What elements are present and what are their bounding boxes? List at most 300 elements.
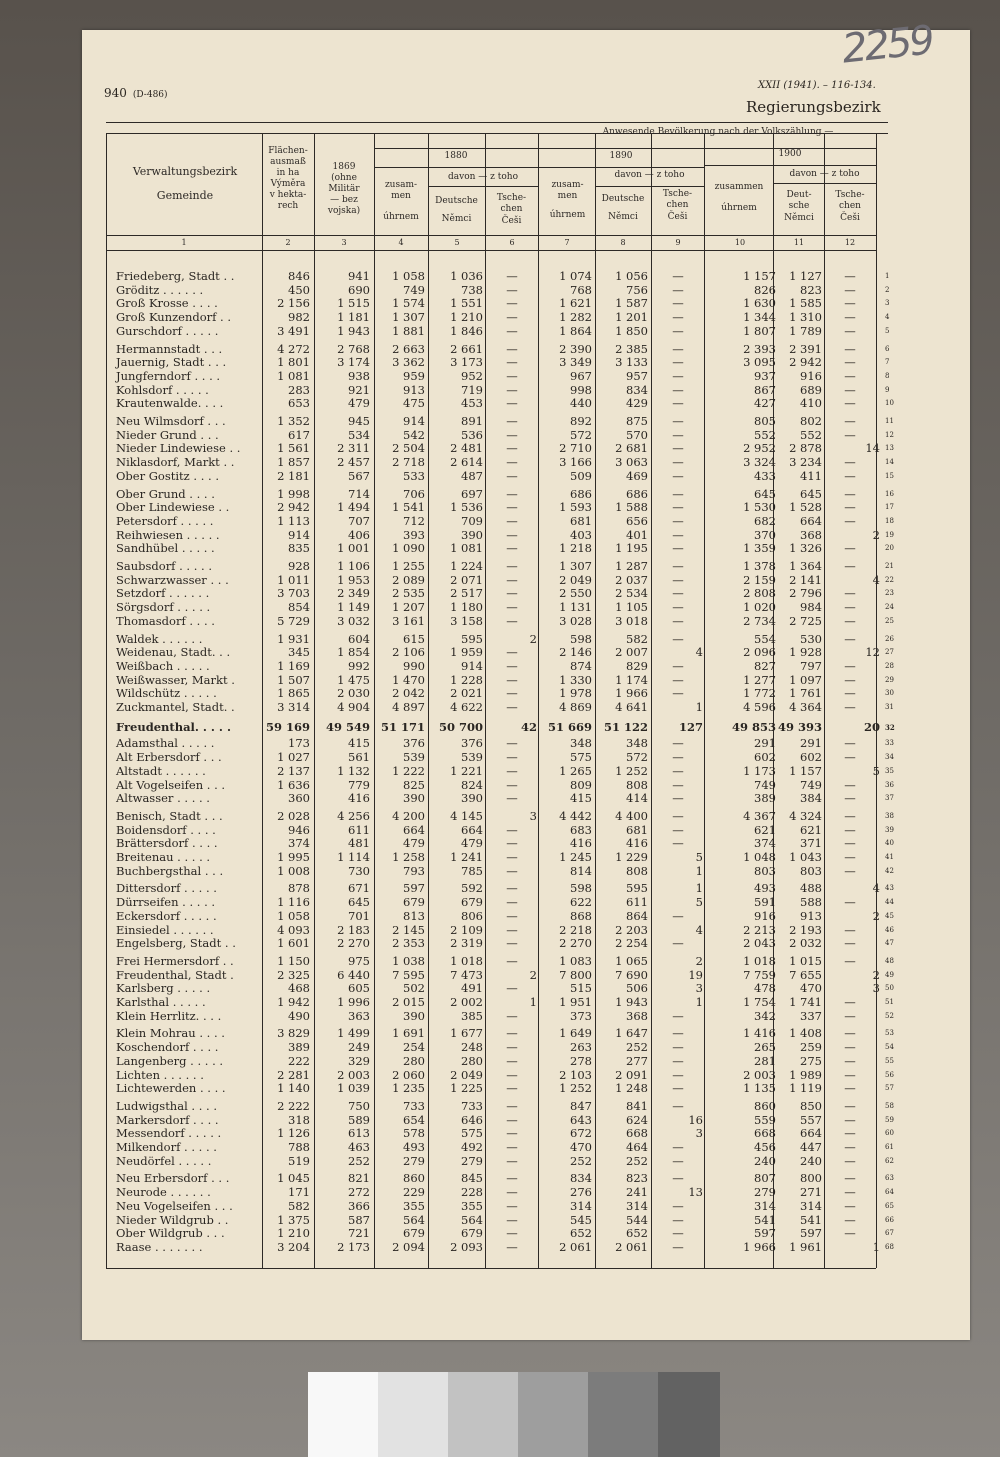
cell-value: 2 094	[392, 1239, 425, 1254]
row-number: 51	[885, 998, 894, 1006]
row-number: 53	[885, 1029, 894, 1038]
cell-value: 1 020	[743, 600, 776, 615]
cell-dash: —	[672, 736, 684, 751]
cell-value: 2 030	[337, 686, 370, 701]
municipality-name: Eckersdorf . . . . .	[116, 908, 217, 923]
cell-dash: —	[844, 310, 856, 325]
municipality-name: Ober Grund . . . .	[116, 486, 215, 501]
cell-value: 373	[570, 1008, 592, 1023]
row-number: 59	[885, 1115, 894, 1124]
cell-value: 1	[695, 881, 703, 896]
cell-value: 945	[348, 414, 370, 428]
cell-value: 605	[348, 981, 370, 996]
table-row	[0, 1141, 1000, 1154]
cell-value: 337	[800, 1008, 822, 1023]
table-row	[0, 1100, 1000, 1113]
cell-value: 259	[800, 1040, 822, 1055]
cell-value: 49 853	[731, 719, 776, 734]
cell-value: 1 018	[743, 953, 776, 968]
cell-value: 803	[800, 863, 822, 878]
cell-dash: —	[506, 600, 518, 615]
cell-value: 597	[403, 881, 425, 896]
cell-value: 2 213	[743, 922, 776, 937]
cell-value: 1 691	[392, 1026, 425, 1041]
municipality-name: Thomasdorf . . . .	[116, 613, 215, 628]
cell-value: 1 180	[450, 600, 483, 615]
row-number: 43	[885, 884, 894, 893]
table-row	[0, 792, 1000, 805]
cell-value: 952	[461, 368, 483, 383]
cell-dash: —	[672, 686, 684, 701]
municipality-name: Krautenwalde. . . .	[116, 396, 224, 411]
table-row	[0, 633, 1000, 646]
cell-value: 283	[288, 382, 310, 397]
cell-value: 2 203	[615, 922, 648, 937]
cell-value: 248	[461, 1040, 483, 1055]
cell-value: 1 252	[615, 763, 648, 778]
1890-rule	[538, 167, 704, 168]
municipality-name: Reihwiesen . . . . .	[116, 527, 220, 542]
municipality-name: Ludwigsthal . . . .	[116, 1098, 217, 1113]
cell-dash: —	[844, 323, 856, 338]
cell-dash: —	[672, 455, 684, 470]
row-number: 22	[885, 575, 894, 584]
cell-value: 2 061	[615, 1239, 648, 1254]
cell-value: 2 042	[392, 686, 425, 701]
cell-value: 597	[754, 1226, 776, 1241]
cell-dash: —	[844, 700, 856, 714]
cell-dash: —	[672, 396, 684, 411]
cell-value: 1 943	[337, 323, 370, 338]
municipality-name: Altwasser . . . . .	[116, 791, 210, 806]
cell-value: 545	[570, 1212, 592, 1227]
cell-value: 2 710	[559, 441, 592, 456]
cell-value: 475	[403, 396, 425, 411]
1890-german: Deutsche	[601, 194, 645, 204]
row-number: 58	[885, 1101, 894, 1110]
row-number: 48	[885, 956, 894, 965]
cell-value: 2 725	[789, 613, 822, 628]
cell-dash: —	[672, 1226, 684, 1241]
cell-value: 533	[403, 468, 425, 483]
cell-value: 714	[348, 486, 370, 501]
1890-total: zusam- men	[551, 180, 584, 201]
cell-value: 1 928	[789, 645, 822, 660]
cell-value: 2 061	[559, 1239, 592, 1254]
cell-dash: —	[672, 1239, 684, 1254]
municipality-name: Sörgsdorf . . . . .	[116, 600, 211, 615]
cell-value: 916	[800, 368, 822, 383]
table-row	[0, 824, 1000, 837]
table-row	[0, 1241, 1000, 1254]
cell-dash: —	[672, 527, 684, 542]
cell-dash: —	[506, 1140, 518, 1154]
column-number: 1	[181, 238, 187, 247]
cell-value: 990	[403, 658, 425, 673]
table-row	[0, 837, 1000, 850]
cell-value: 1 801	[277, 355, 310, 370]
cell-value: 2 037	[615, 572, 648, 587]
cell-value: 479	[403, 836, 425, 851]
cell-dash: —	[672, 427, 684, 442]
1880-german: Deutsche	[435, 196, 478, 206]
cell-value: 1 507	[277, 672, 310, 687]
cell-dash: —	[506, 936, 518, 951]
municipality-name: Einsiedel . . . . . .	[116, 922, 214, 937]
cell-value: 4 093	[277, 922, 310, 937]
region-heading: Regierungsbezirk	[746, 98, 881, 116]
cell-value: 1 931	[277, 631, 310, 646]
cell-value: 360	[288, 791, 310, 806]
cell-dash: —	[506, 953, 518, 968]
municipality-name: Neudörfel . . . . .	[116, 1153, 212, 1168]
cell-value: 582	[288, 1198, 310, 1213]
cell-dash: —	[844, 414, 856, 428]
cell-value: 2	[872, 967, 880, 982]
cell-dash: —	[672, 936, 684, 951]
cell-value: 1 058	[392, 269, 425, 283]
cell-value: 2 550	[559, 586, 592, 601]
cell-value: 681	[570, 513, 592, 528]
cell-dash: —	[844, 631, 856, 646]
cell-value: 1 959	[450, 645, 483, 660]
cell-value: 12	[865, 645, 880, 660]
cell-dash: —	[844, 808, 856, 823]
row-number: 3	[885, 299, 890, 308]
table-row	[0, 343, 1000, 356]
cell-value: 389	[288, 1040, 310, 1055]
municipality-name: Neu Vogelseifen . . .	[116, 1198, 233, 1213]
cell-dash: —	[672, 791, 684, 806]
cell-value: 1 854	[337, 645, 370, 660]
cell-dash: —	[506, 1053, 518, 1068]
cell-value: 1 601	[277, 936, 310, 951]
municipality-name: Gurschdorf . . . . .	[116, 323, 219, 338]
cell-value: 749	[800, 777, 822, 792]
cell-dash: —	[672, 382, 684, 397]
cell-dash: —	[672, 323, 684, 338]
cell-value: 275	[800, 1053, 822, 1068]
cell-value: 860	[754, 1098, 776, 1113]
cell-value: 6 440	[337, 967, 370, 982]
cell-dash: —	[506, 763, 518, 778]
cell-value: 2 156	[277, 296, 310, 311]
cell-value: 803	[754, 863, 776, 878]
municipality-name: Altstadt . . . . . .	[116, 763, 206, 778]
cell-dash: —	[844, 427, 856, 442]
cell-dash: —	[506, 486, 518, 501]
table-row	[0, 737, 1000, 750]
cell-value: 1 846	[450, 323, 483, 338]
table-row	[0, 601, 1000, 614]
cell-value: 278	[570, 1053, 592, 1068]
row-number: 7	[885, 358, 890, 367]
cell-dash: —	[672, 1140, 684, 1154]
cell-value: 14	[865, 441, 880, 456]
table-row	[0, 882, 1000, 895]
cell-value: 1 282	[559, 310, 592, 325]
cell-value: 928	[288, 559, 310, 573]
cell-dash: —	[506, 1026, 518, 1041]
cell-value: 552	[754, 427, 776, 442]
cell-value: 1 036	[450, 269, 483, 283]
cell-value: 3 314	[277, 700, 310, 714]
cell-value: 2 146	[559, 645, 592, 660]
cell-value: 453	[461, 396, 483, 411]
cell-dash: —	[844, 922, 856, 937]
column-number: 2	[285, 238, 291, 247]
column-number: 12	[844, 238, 856, 247]
table-row	[0, 674, 1000, 687]
cell-value: 3 829	[277, 1026, 310, 1041]
cell-value: 1 150	[277, 953, 310, 968]
cell-value: 2 028	[277, 808, 310, 823]
cell-value: 672	[570, 1126, 592, 1141]
row-number: 65	[885, 1201, 894, 1210]
cell-value: 1 201	[615, 310, 648, 325]
table-row	[0, 356, 1000, 369]
cell-value: 1 045	[277, 1171, 310, 1186]
cell-value: 654	[403, 1112, 425, 1127]
cell-dash: —	[672, 1198, 684, 1213]
table-row	[0, 721, 1000, 734]
table-row	[0, 470, 1000, 483]
cell-value: 1 499	[337, 1026, 370, 1041]
cell-value: 2 002	[450, 995, 483, 1009]
cell-value: 554	[754, 631, 776, 646]
cell-value: 3 095	[743, 355, 776, 370]
cell-value: 835	[288, 541, 310, 556]
cell-value: 598	[570, 881, 592, 896]
cell-value: 280	[403, 1053, 425, 1068]
table-row	[0, 1214, 1000, 1227]
table-row	[0, 1227, 1000, 1240]
cell-dash: —	[844, 953, 856, 968]
cell-value: 592	[461, 881, 483, 896]
column-number: 5	[454, 238, 460, 247]
cell-value: 643	[570, 1112, 592, 1127]
cell-dash: —	[506, 368, 518, 383]
row-number: 33	[885, 739, 894, 748]
table-row	[0, 325, 1000, 338]
cell-value: 1 135	[743, 1081, 776, 1096]
table-row	[0, 370, 1000, 383]
population-heading: Anwesende Bevölkerung nach der Volkszählung —	[602, 127, 834, 137]
row-number: 1	[885, 272, 890, 280]
cell-dash: —	[844, 396, 856, 411]
cell-dash: —	[844, 777, 856, 792]
municipality-name: Markersdorf . . . .	[116, 1112, 219, 1127]
1900-rule	[704, 165, 876, 166]
cell-value: 276	[570, 1185, 592, 1200]
cell-value: 1 131	[559, 600, 592, 615]
table-row	[0, 270, 1000, 283]
cell-value: 2 049	[559, 572, 592, 587]
cell-value: 493	[754, 881, 776, 896]
cell-value: 913	[403, 382, 425, 397]
cell-value: 410	[800, 396, 822, 411]
cell-value: 1 307	[392, 310, 425, 325]
cell-dash: —	[506, 1112, 518, 1127]
cell-value: 582	[626, 631, 648, 646]
cell-value: 1 378	[743, 559, 776, 573]
municipality-name: Wildschütz . . . . .	[116, 686, 217, 701]
cell-value: 544	[626, 1212, 648, 1227]
cell-value: 652	[570, 1226, 592, 1241]
cell-value: 824	[461, 777, 483, 792]
cell-value: 564	[461, 1212, 483, 1227]
cell-dash: —	[506, 1098, 518, 1113]
cell-value: 3 133	[615, 355, 648, 370]
municipality-name: Neurode . . . . . .	[116, 1185, 211, 1200]
cell-dash: —	[506, 1008, 518, 1023]
cell-value: 841	[626, 1098, 648, 1113]
table-row	[0, 415, 1000, 428]
table-row	[0, 488, 1000, 501]
cell-dash: —	[844, 658, 856, 673]
row-number: 25	[885, 616, 894, 625]
cell-value: 1 865	[277, 686, 310, 701]
cell-value: 1 157	[789, 763, 822, 778]
table-row	[0, 955, 1000, 968]
cell-value: 49 393	[777, 719, 822, 734]
cell-value: 1 966	[615, 686, 648, 701]
cell-dash: —	[506, 981, 518, 996]
cell-dash: —	[672, 822, 684, 837]
cell-dash: —	[844, 341, 856, 356]
cell-dash: —	[506, 686, 518, 701]
cell-value: 1 951	[559, 995, 592, 1009]
cell-value: 1 265	[559, 763, 592, 778]
cell-dash: —	[506, 468, 518, 483]
cell-dash: —	[672, 468, 684, 483]
cell-value: 4	[872, 572, 880, 587]
table-row	[0, 751, 1000, 764]
cell-value: 5 729	[277, 613, 310, 628]
cell-value: 1 494	[337, 500, 370, 515]
cell-value: 611	[626, 895, 648, 910]
municipality-name: Weißwasser, Markt .	[116, 672, 235, 687]
cell-dash: —	[844, 486, 856, 501]
cell-value: 487	[461, 468, 483, 483]
cell-value: 1 001	[337, 541, 370, 556]
cell-value: 1 221	[450, 763, 483, 778]
table-row	[0, 779, 1000, 792]
cell-dash: —	[844, 836, 856, 851]
cell-value: 51 122	[603, 719, 648, 734]
cell-dash: —	[506, 700, 518, 714]
1900-czech-cz: Češi	[840, 213, 860, 223]
cell-value: 403	[570, 527, 592, 542]
cell-value: 1 966	[743, 1239, 776, 1254]
cell-value: 604	[348, 631, 370, 646]
cell-value: 814	[570, 863, 592, 878]
1890-czech: Tsche- chen	[662, 189, 693, 210]
cell-dash: —	[506, 672, 518, 687]
cell-value: 809	[570, 777, 592, 792]
cell-dash: —	[844, 541, 856, 556]
table-row	[0, 456, 1000, 469]
cell-value: 878	[288, 881, 310, 896]
cell-value: 864	[626, 908, 648, 923]
cell-dash: —	[844, 1040, 856, 1055]
cell-value: 51 171	[380, 719, 425, 734]
cell-value: 1 475	[337, 672, 370, 687]
cell-dash: —	[844, 1026, 856, 1041]
cell-value: 613	[348, 1126, 370, 1141]
cell-dash: —	[672, 1040, 684, 1055]
cell-value: 1 352	[277, 414, 310, 428]
municipality-name: Brättersdorf . . . .	[116, 836, 218, 851]
cell-value: 1 127	[789, 269, 822, 283]
cell-dash: —	[506, 1171, 518, 1186]
cell-value: 447	[800, 1140, 822, 1154]
cell-value: 490	[288, 1008, 310, 1023]
cell-dash: —	[672, 486, 684, 501]
cell-dash: —	[506, 441, 518, 456]
cell-value: 263	[570, 1040, 592, 1055]
row-number: 61	[885, 1143, 894, 1151]
municipality-name: Weidenau, Stadt. . .	[116, 645, 231, 660]
row-number: 46	[885, 925, 894, 934]
cell-dash: —	[672, 341, 684, 356]
cell-value: 686	[626, 486, 648, 501]
cell-value: 1 850	[615, 323, 648, 338]
cell-value: 348	[626, 736, 648, 751]
cell-value: 406	[348, 527, 370, 542]
cell-value: 2	[872, 908, 880, 923]
row-number: 14	[885, 458, 894, 467]
cell-value: 4	[695, 922, 703, 937]
cell-value: 252	[570, 1153, 592, 1168]
cell-value: 2 808	[743, 586, 776, 601]
cell-value: 4 904	[337, 700, 370, 714]
cell-dash: —	[844, 382, 856, 397]
row-number: 4	[885, 313, 890, 322]
cell-dash: —	[844, 995, 856, 1009]
cell-value: 5	[695, 895, 703, 910]
cell-value: 1 106	[337, 559, 370, 573]
cell-value: 416	[348, 791, 370, 806]
cell-value: 1 065	[615, 953, 648, 968]
column-number: 8	[620, 238, 626, 247]
cell-value: 875	[626, 414, 648, 428]
row-number: 18	[885, 516, 894, 525]
cell-value: 280	[461, 1053, 483, 1068]
cell-value: 541	[800, 1212, 822, 1227]
column-number: 11	[793, 238, 805, 247]
row-number: 9	[885, 385, 890, 394]
cell-value: 2 663	[392, 341, 425, 356]
cell-value: 827	[754, 658, 776, 673]
cell-value: 279	[754, 1185, 776, 1200]
cell-value: 502	[403, 981, 425, 996]
1880-davon: davon — z toho	[447, 172, 518, 182]
cell-value: 834	[570, 1171, 592, 1186]
cell-value: 389	[754, 791, 776, 806]
cell-value: 823	[800, 282, 822, 297]
cell-dash: —	[506, 1198, 518, 1213]
cell-value: 1 287	[615, 559, 648, 573]
row-number: 44	[885, 898, 894, 907]
cell-dash: —	[672, 1212, 684, 1227]
row-number: 29	[885, 675, 894, 684]
cell-value: 946	[288, 822, 310, 837]
cell-value: 5	[872, 763, 880, 778]
cell-value: 1 258	[392, 850, 425, 864]
table-row	[0, 284, 1000, 297]
cell-value: 653	[288, 396, 310, 411]
